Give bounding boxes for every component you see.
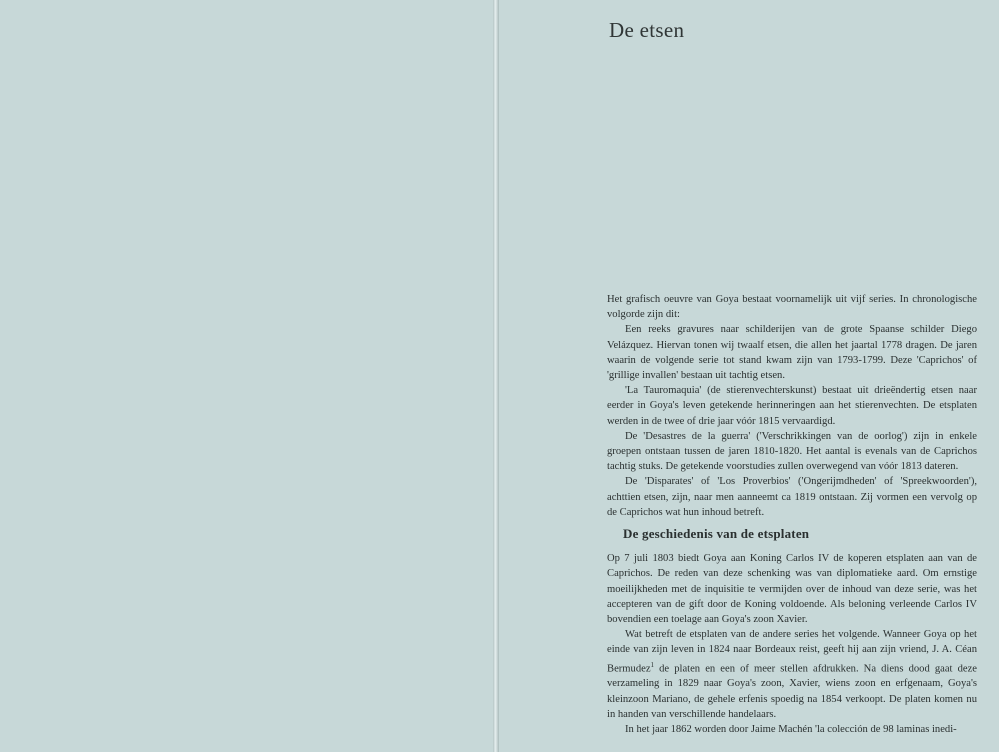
history-section [607, 526, 977, 737]
history-paragraph [607, 627, 977, 722]
history-paragraph: Op 7 juli 1803 biedt Goya aan Koning Carlos IV de koperen etsplaten aan van de Caprichos. De reden van deze schenking was van diplomatieke aard. Om ernstige moeilijkheden met de inquisitie te vermijden over de inhoud van deze serie, was het accepteren van de gift door de Koning voldoende. Als beloning verleende Carlos IV bovendien een toelage aan Goya's zoon Xavier. [607, 553, 977, 626]
footnote-marker: 1 [650, 660, 655, 669]
left-page [0, 0, 493, 752]
intro-paragraph: De 'Disparates' of 'Los Proverbios' ('Ongerijmdheden' of 'Spreekwoorden'), achttien etsen, zijn, naar men aanneemt ca 1819 ontstaan. Zij vormen een vervolg op de Caprichos wat hun inhoud betreft. [607, 476, 977, 518]
intro-paragraph: Het grafisch oeuvre van Goya bestaat voornamelijk uit vijf series. In chronologische volgorde zijn dit: [607, 294, 977, 321]
history-text: Wat betreft de etsplaten van de andere series het volgende. Wanneer Goya op het einde van zijn leven in 1824 naar Bordeaux reist, geeft hij aan zijn vriend, J. A. Céan Bermudez [607, 629, 977, 675]
intro-paragraph: Een reeks gravures naar schilderijen van de grote Spaanse schilder Diego Velázquez. Hiervan tonen wij twaalf etsen, die allen het jaartal 1778 dragen. De jaren waarin de volgende serie tot stand kwam zijn van 1793-1799. Deze 'Caprichos' of 'grillige invallen' bestaan uit tachtig etsen. [607, 324, 977, 382]
page-title: De etsen [609, 18, 685, 42]
section-heading: De geschiedenis van de etsplaten [623, 526, 810, 541]
history-text: de platen en een of meer stellen afdrukken. Na diens dood gaat deze verzameling in 1829 naar Goya's zoon, Xavier, wiens zoon en erfgenaam, Goya's kleinzoon Mariano, de gehele erfenis spoedig na 1854 verkoopt. De platen komen nu in handen van verschillende handelaars. [607, 663, 977, 720]
history-paragraph: In het jaar 1862 worden door Jaime Machén 'la colección de 98 laminas inedi- [625, 723, 957, 735]
intro-paragraph: 'La Tauromaquia' (de stierenvechterskunst) bestaat uit drieëndertig etsen naar eerder in Goya's leven getekende herinneringen aan het stierenvechten. De etsplaten werden in de twee of drie jaar vóór 1815 vervaardigd. [607, 385, 977, 427]
intro-paragraph: De 'Desastres de la guerra' ('Verschrikkingen van de oorlog') zijn in enkele groepen ontstaan tussen de jaren 1810-1820. Het aantal is evenals van de Caprichos tachtig stuks. De getekende voorstudies zullen overwegend van vóór 1813 dateren. [607, 430, 977, 473]
intro-text [607, 292, 977, 520]
